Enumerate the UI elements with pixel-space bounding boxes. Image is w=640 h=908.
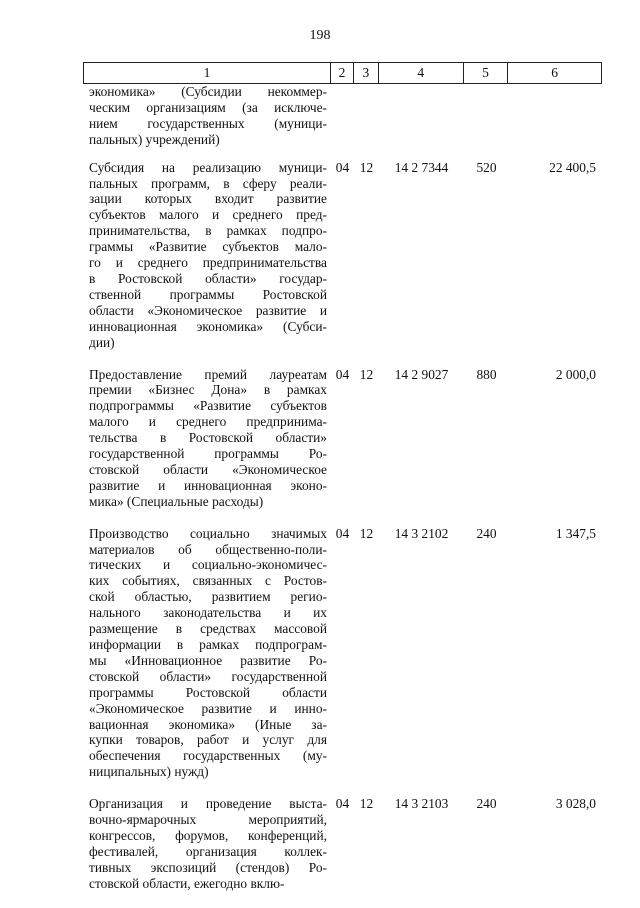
description-line: граммы «Развитие субъектов мало- <box>89 239 327 255</box>
subsection-code: 12 <box>359 525 374 541</box>
description-line: тельства в Ростовской области» <box>89 430 327 446</box>
description-line: зации которых входит развитие <box>89 191 327 207</box>
description-line: инновационная экономика» (Субси- <box>89 318 327 334</box>
page-number: 198 <box>309 28 331 43</box>
expense-type-code: 880 <box>476 366 497 382</box>
description-line: подпрограммы «Развитие субъектов <box>89 398 327 414</box>
description-line: стовской области «Экономическое <box>89 461 327 477</box>
description-line: принимательства, в рамках подпро- <box>89 223 327 239</box>
section-code <box>331 84 354 148</box>
description-line: субъектов малого и среднего пред- <box>89 207 327 223</box>
description-line: Производство социально значимых <box>89 525 327 541</box>
description-line: вационная экономика» (Иные за- <box>89 716 327 732</box>
description-line: Предоставление премий лауреатам <box>89 366 327 382</box>
expense-type-code: 520 <box>476 159 497 175</box>
description-line: тических и социально-экономичес- <box>89 557 327 573</box>
row-description <box>83 367 331 510</box>
amount: 22 400,5 <box>549 159 596 175</box>
expense-type-code: 240 <box>476 796 497 812</box>
description-line: фестивалей, организация коллек- <box>89 843 327 859</box>
row-description <box>83 160 331 351</box>
description-line: нием государственных (муници- <box>89 115 327 131</box>
amount: 3 028,0 <box>555 796 596 812</box>
description-line: «Экономическое развитие и инно- <box>89 700 327 716</box>
description-line: области «Экономическое развитие и <box>89 302 327 318</box>
row-description <box>83 526 331 781</box>
description-line: информации в рамках подпрограм- <box>89 637 327 652</box>
description-line: премии «Бизнес Дона» в рамках <box>89 382 327 398</box>
section-code: 04 <box>335 159 350 175</box>
target-article-code: 14 2 7344 <box>394 159 449 175</box>
description-line: тивных экспозиций (стендов) Ро- <box>89 859 327 875</box>
header-col-2: 2 <box>331 63 354 83</box>
section-code: 04 <box>335 525 350 541</box>
expense-type-code: 240 <box>476 525 497 541</box>
table-row <box>83 526 602 781</box>
description-line: стовской области, ежегодно вклю- <box>89 875 285 891</box>
description-line: ких событиях, связанных с Ростов- <box>89 573 327 589</box>
table-row <box>83 796 602 891</box>
description-line: малого и среднего предпринима- <box>89 414 327 430</box>
description-line: пальных программ, в сферу реали- <box>89 175 327 191</box>
description-line: ской областью, развитием регио- <box>89 589 327 605</box>
description-line: ческим организациям (за исключе- <box>89 99 327 115</box>
description-line: пальных) учреждений) <box>89 131 220 147</box>
description-line: развитие и инновационная эконо- <box>89 477 327 493</box>
table-row <box>83 84 602 148</box>
description-line: программы Ростовской области <box>89 684 327 700</box>
expense-type-code <box>464 84 509 148</box>
header-col-6: 6 <box>551 65 559 80</box>
description-line: ственной программы Ростовской <box>89 286 327 302</box>
description-line: го и среднего предпринимательства <box>89 255 327 271</box>
description-line: обеспечения государственных (му- <box>89 748 327 764</box>
description-line: государственной программы Ро- <box>89 446 327 462</box>
description-line: Субсидия на реализацию муници- <box>89 159 327 175</box>
description-line: дии) <box>89 334 115 350</box>
section-code: 04 <box>335 366 350 382</box>
section-code: 04 <box>335 796 350 812</box>
description-line: купки товаров, работ и услуг для <box>89 732 327 748</box>
subsection-code: 12 <box>359 366 374 382</box>
description-line: стовской области» государственной <box>89 668 327 684</box>
table-row <box>83 160 602 351</box>
amount <box>509 84 602 148</box>
target-article-code <box>379 84 464 148</box>
description-line: конгрессов, форумов, конференций, <box>89 827 327 843</box>
description-line: экономика» (Субсидии некоммер- <box>89 84 327 99</box>
row-description <box>83 796 331 891</box>
subsection-code <box>354 84 379 148</box>
target-article-code: 14 2 9027 <box>394 366 449 382</box>
header-col-4: 4 <box>379 63 464 83</box>
header-col-1: 1 <box>84 63 331 83</box>
description-line: ниципальных) нужд) <box>89 764 209 780</box>
description-line: вочно-ярмарочных мероприятий, <box>89 812 327 828</box>
target-article-code: 14 3 2102 <box>394 525 449 541</box>
subsection-code: 12 <box>359 159 374 175</box>
table-row <box>83 367 602 510</box>
description-line: в Ростовской области» государ- <box>89 270 327 286</box>
amount: 1 347,5 <box>555 525 596 541</box>
table-body <box>83 84 602 908</box>
description-line: мика» (Специальные расходы) <box>89 493 264 509</box>
description-line: Организация и проведение выста- <box>89 796 327 812</box>
header-col-5: 5 <box>464 63 509 83</box>
description-line: нального законодательства и их <box>89 605 327 621</box>
amount: 2 000,0 <box>555 366 596 382</box>
description-line: материалов об общественно-поли- <box>89 541 327 557</box>
description-line: размещение в средствах массовой <box>89 621 327 637</box>
header-col-3: 3 <box>354 63 379 83</box>
row-description <box>83 84 331 148</box>
subsection-code: 12 <box>359 796 374 812</box>
description-line: мы «Инновационное развитие Ро- <box>89 652 327 668</box>
table-header <box>83 62 602 84</box>
target-article-code: 14 3 2103 <box>394 796 449 812</box>
